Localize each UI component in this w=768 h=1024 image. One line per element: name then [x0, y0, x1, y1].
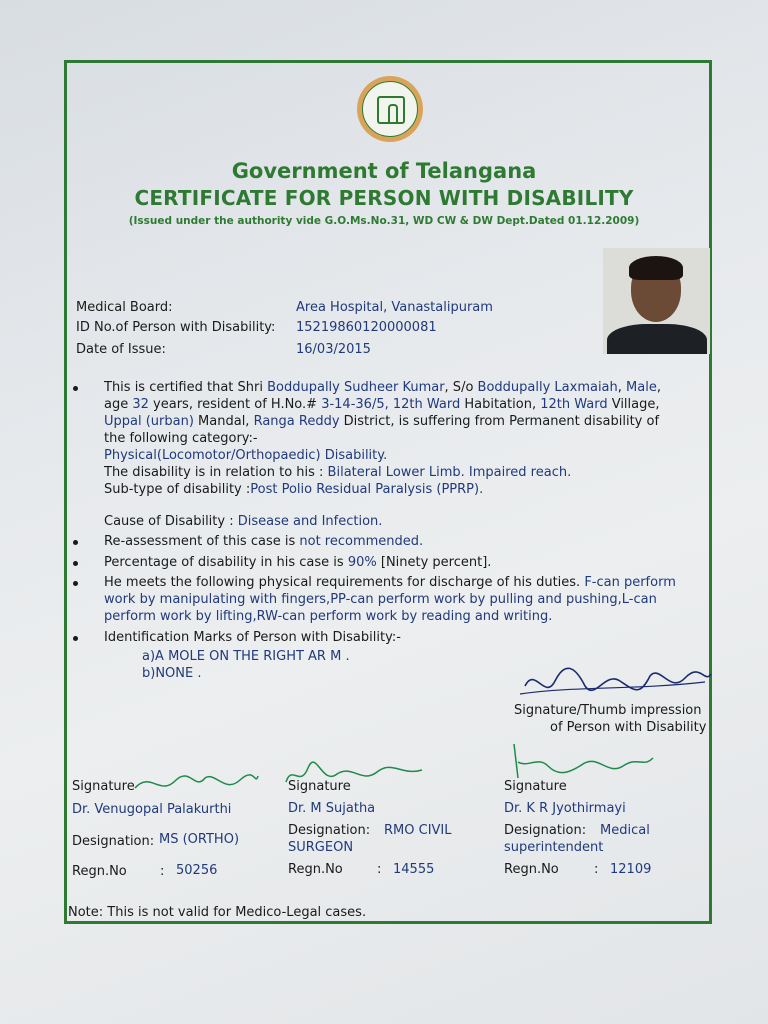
- medical-board-value: Area Hospital, Vanastalipuram: [296, 300, 493, 315]
- person-photo: [603, 248, 710, 354]
- cause-of-disability: Cause of Disability : Disease and Infection.: [104, 514, 383, 529]
- identification-marks-label: Identification Marks of Person with Disability:-: [104, 630, 401, 645]
- disability-category: Physical(Locomotor/Orthopaedic) Disability.: [104, 448, 388, 463]
- signatory-3-designation-label: Designation:: [504, 823, 587, 838]
- signatory-1-regn: 50256: [176, 863, 218, 878]
- signatory-3-designation: Medical: [600, 823, 650, 838]
- id-label: ID No.of Person with Disability:: [76, 320, 276, 335]
- reassessment-line: Re-assessment of this case is not recommended.: [104, 534, 424, 549]
- signatory-1-signature-scribble: [130, 766, 260, 800]
- signatory-3-designation-cont: superintendent: [504, 840, 604, 855]
- telangana-emblem-icon: [357, 76, 423, 142]
- validity-note: Note: This is not valid for Medico-Legal cases.: [68, 905, 367, 920]
- medical-board-label: Medical Board:: [76, 300, 173, 315]
- signatory-2-designation-cont: SURGEON: [288, 840, 354, 855]
- bullet: [73, 386, 78, 391]
- disability-relation: The disability is in relation to his : Bilateral Lower Limb. Impaired reach.: [104, 465, 572, 480]
- signatory-1-regn-colon: :: [160, 864, 165, 879]
- bullet: [73, 581, 78, 586]
- signatory-1-designation: MS (ORTHO): [159, 832, 240, 847]
- person-signature-scribble: [515, 656, 715, 708]
- signatory-3-name: Dr. K R Jyothirmayi: [504, 801, 626, 816]
- signatory-1-designation-label: Designation:: [72, 834, 155, 849]
- person-signature-label-1: Signature/Thumb impression: [514, 703, 702, 718]
- identification-mark-a: a)A MOLE ON THE RIGHT AR M .: [142, 649, 350, 664]
- certification-line-2: age 32 years, resident of H.No.# 3-14-36/5, 12th Ward Habitation, 12th Ward Village,: [104, 397, 660, 412]
- percentage-line: Percentage of disability in his case is 90% [Ninety percent].: [104, 555, 492, 570]
- signatory-1-regn-label: Regn.No: [72, 864, 127, 879]
- requirements-line-3: perform work by lifting,RW-can perform work by reading and writing.: [104, 609, 553, 624]
- id-value: 15219860120000081: [296, 320, 437, 335]
- certification-line-1: This is certified that Shri Boddupally Sudheer Kumar, S/o Boddupally Laxmaiah, Male,: [104, 380, 661, 395]
- signatory-1-signature-label: Signature: [72, 779, 135, 794]
- signatory-2-signature-label: Signature: [288, 779, 351, 794]
- date-value: 16/03/2015: [296, 342, 371, 357]
- signatory-3-signature-label: Signature: [504, 779, 567, 794]
- certificate-title: CERTIFICATE FOR PERSON WITH DISABILITY: [134, 186, 634, 210]
- signatory-2-regn-colon: :: [377, 862, 382, 877]
- bullet: [73, 636, 78, 641]
- government-heading: Government of Telangana: [231, 159, 537, 183]
- certification-line-4: the following category:-: [104, 431, 258, 446]
- certification-line-3: Uppal (urban) Mandal, Ranga Reddy District, is suffering from Permanent disability of: [104, 414, 660, 429]
- disability-subtype: Sub-type of disability :Post Polio Residual Paralysis (PPRP).: [104, 482, 484, 497]
- requirements-line-1: He meets the following physical requirements for discharge of his duties. F-can perform: [104, 575, 676, 590]
- person-signature-label-2: of Person with Disability: [550, 720, 707, 735]
- authority-line: (Issued under the authority vide G.O.Ms.No.31, WD CW & DW Dept.Dated 01.12.2009): [128, 215, 640, 227]
- date-label: Date of Issue:: [76, 342, 166, 357]
- identification-mark-b: b)NONE .: [142, 666, 202, 681]
- signatory-2-designation-label: Designation:: [288, 823, 371, 838]
- bullet: [73, 540, 78, 545]
- signatory-3-regn-colon: :: [594, 862, 599, 877]
- signatory-2-designation: RMO CIVIL: [384, 823, 452, 838]
- signatory-1-name: Dr. Venugopal Palakurthi: [72, 802, 232, 817]
- requirements-line-2: work by manipulating with fingers,PP-can perform work by pulling and pushing,L-can: [104, 592, 657, 607]
- bullet: [73, 561, 78, 566]
- signatory-2-regn: 14555: [393, 862, 435, 877]
- signatory-2-regn-label: Regn.No: [288, 862, 343, 877]
- signatory-3-regn: 12109: [610, 862, 652, 877]
- signatory-2-name: Dr. M Sujatha: [288, 801, 376, 816]
- signatory-3-regn-label: Regn.No: [504, 862, 559, 877]
